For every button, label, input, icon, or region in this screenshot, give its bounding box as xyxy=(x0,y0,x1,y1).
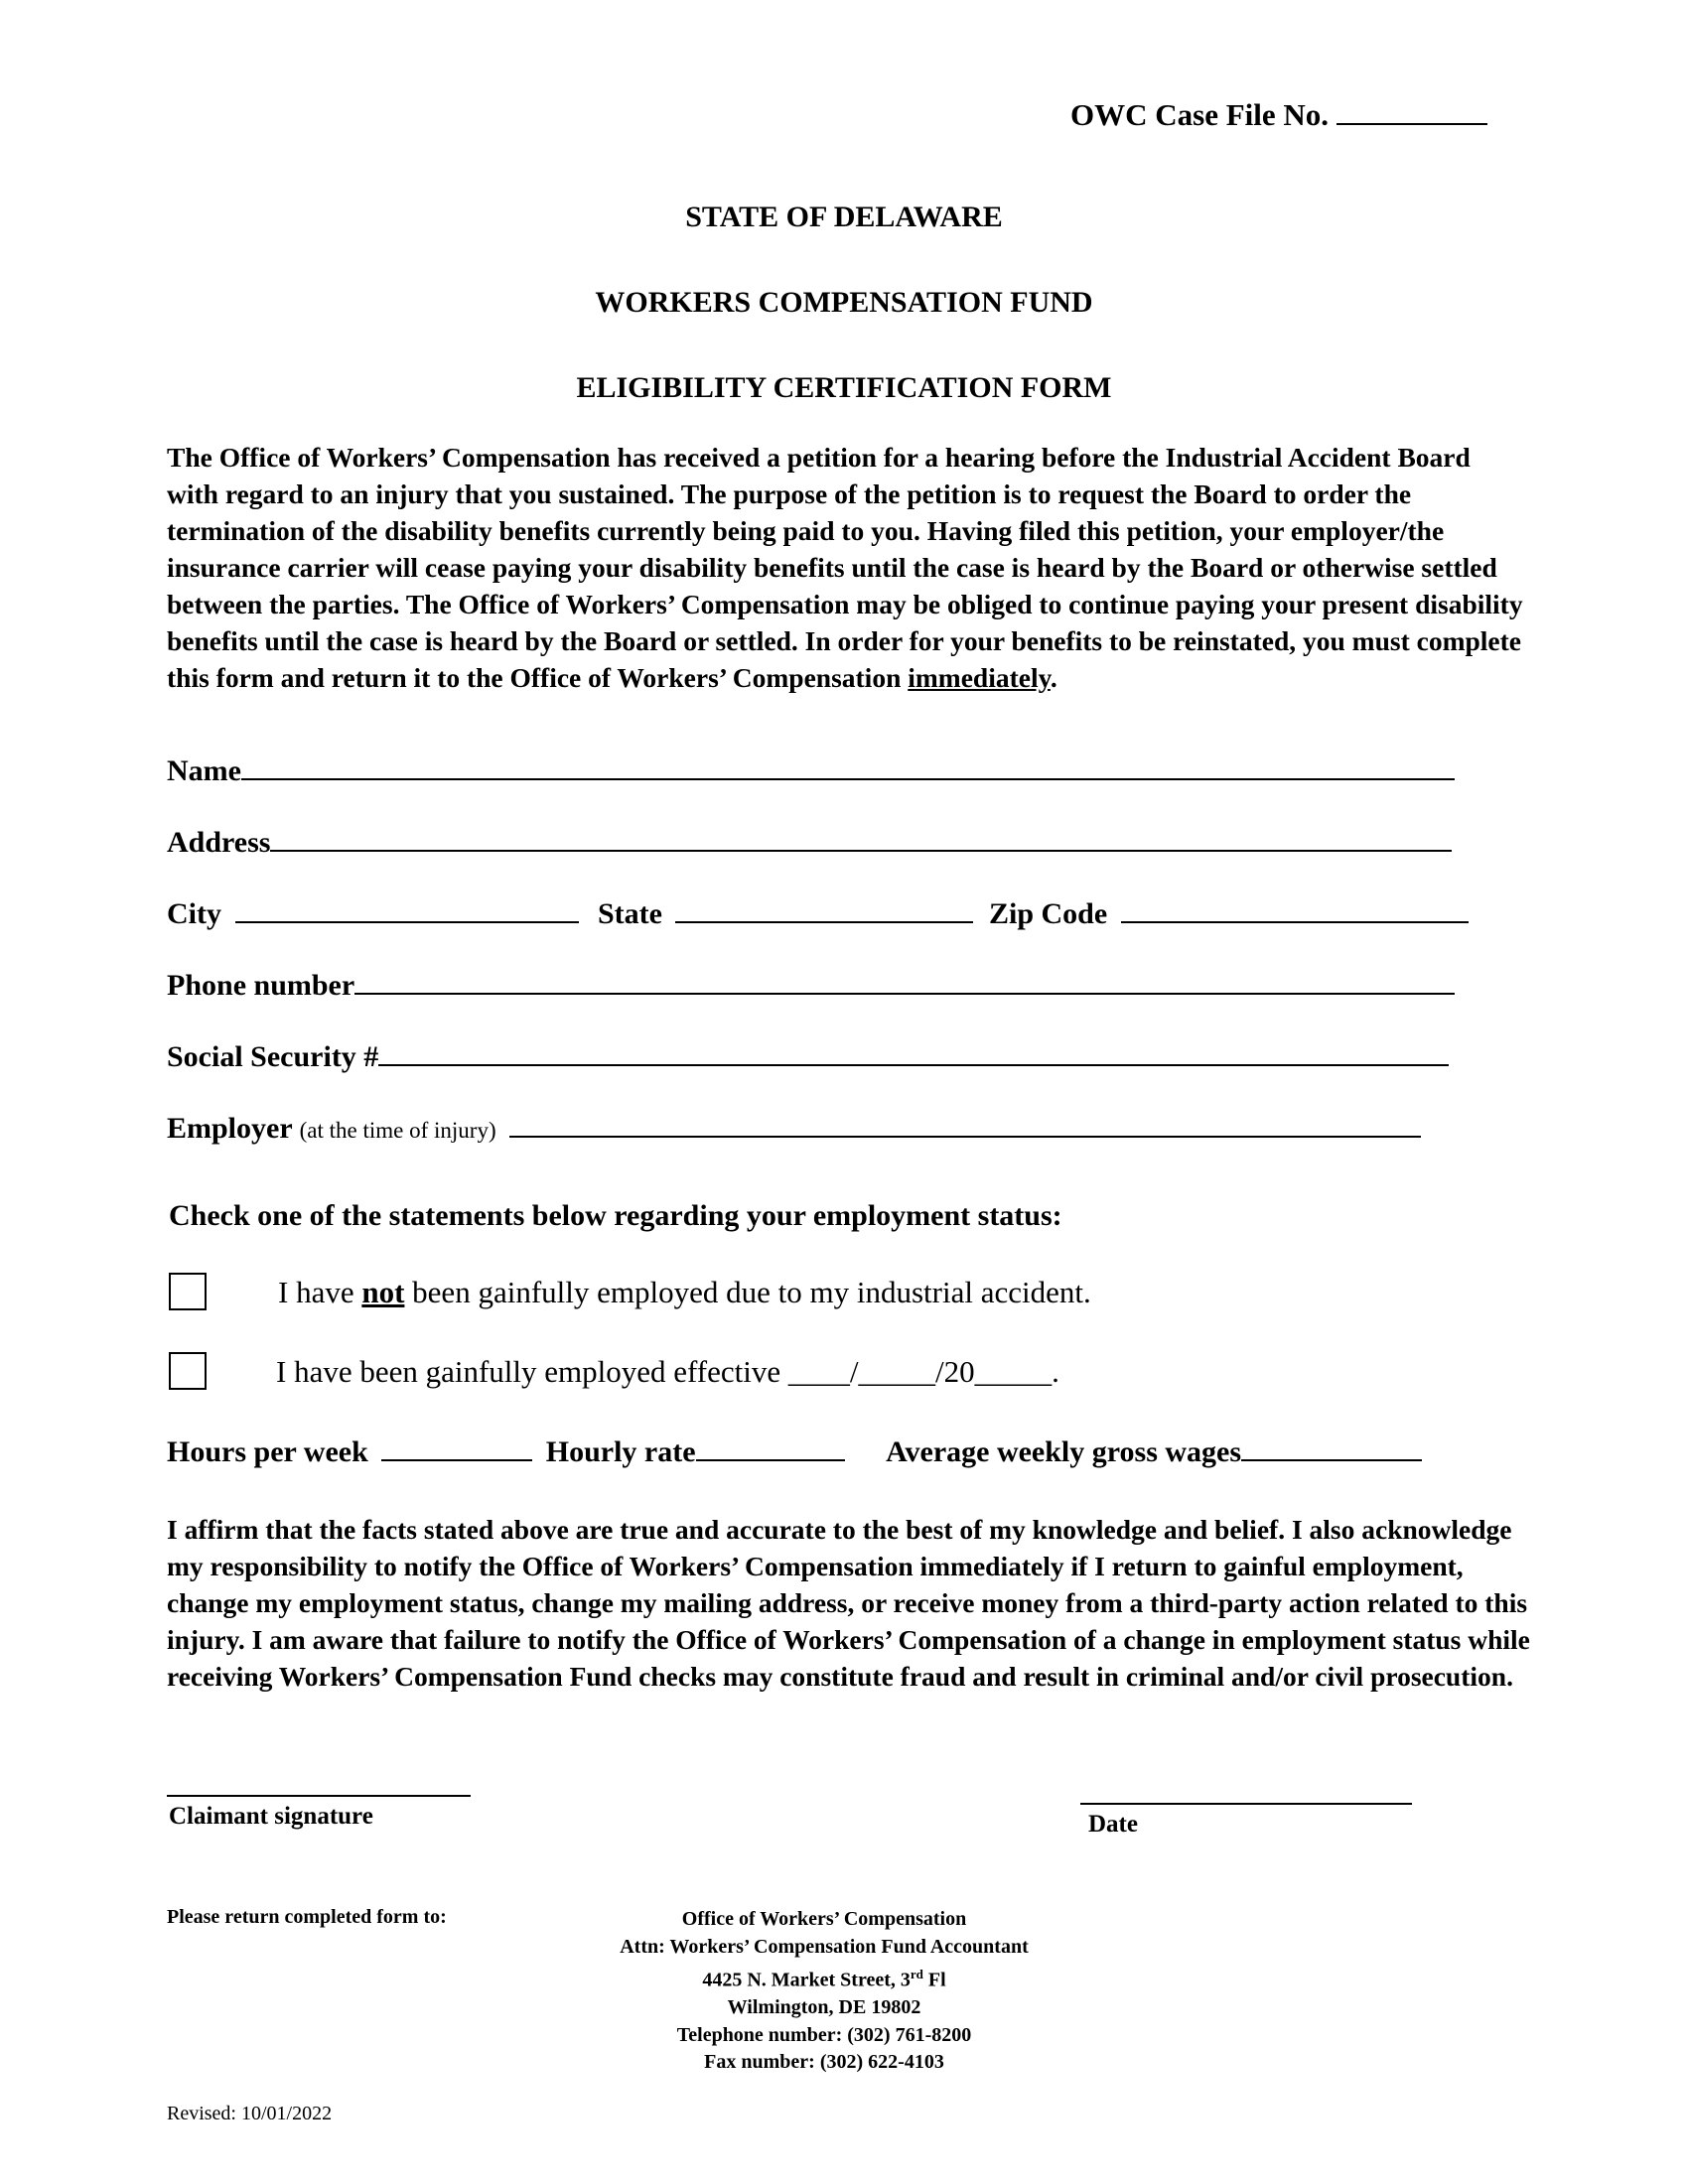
hours-input[interactable] xyxy=(381,1437,532,1461)
state-input[interactable] xyxy=(675,899,973,923)
name-field-row xyxy=(167,754,1455,788)
ssn-input[interactable] xyxy=(378,1042,1449,1066)
name-label: Name xyxy=(167,754,241,787)
return-label: Please return completed form to: xyxy=(167,1906,447,1928)
hours-label: Hours per week xyxy=(167,1435,368,1468)
rate-label: Hourly rate xyxy=(545,1435,696,1468)
not-employed-checkbox[interactable] xyxy=(169,1273,207,1310)
employer-note: (at the time of injury) xyxy=(299,1118,496,1143)
office-name: Office of Workers’ Compensation xyxy=(681,1908,967,1930)
phone-field-row xyxy=(167,969,1455,1003)
employer-input[interactable] xyxy=(509,1114,1421,1138)
city-line: Wilmington, DE 19802 xyxy=(727,1996,921,2019)
ssn-field-row xyxy=(167,1040,1449,1074)
address-input[interactable] xyxy=(270,828,1452,852)
zip-label: Zip Code xyxy=(988,897,1108,930)
claimant-signature-line[interactable] xyxy=(167,1795,471,1797)
not-employed-statement: I have not been gainfully employed due to my industrial accident. xyxy=(278,1275,1091,1309)
attn-line: Attn: Workers’ Compensation Fund Accountant xyxy=(620,1935,1029,1958)
claimant-signature-label: Claimant signature xyxy=(169,1803,373,1830)
ssn-label: Social Security # xyxy=(167,1040,379,1073)
case-file-label: OWC Case File No. xyxy=(1070,97,1330,132)
city-state-zip-row xyxy=(167,897,1469,931)
name-input[interactable] xyxy=(241,756,1455,780)
date-signature-line[interactable] xyxy=(1080,1803,1412,1805)
case-file-input[interactable] xyxy=(1336,99,1487,125)
address-label: Address xyxy=(167,826,271,859)
rate-input[interactable] xyxy=(696,1437,845,1461)
intro-emphasis: immediately xyxy=(908,662,1051,693)
employed-checkbox[interactable] xyxy=(169,1352,207,1390)
fund-title: WORKERS COMPENSATION FUND xyxy=(595,286,1093,319)
status-heading: Check one of the statements below regarding your employment status: xyxy=(169,1199,1062,1232)
state-label: State xyxy=(598,897,662,930)
return-address xyxy=(556,1906,1092,2077)
affirmation-paragraph: I affirm that the facts stated above are true and accurate to the best of my knowledge and belief. I also acknowledge my responsibility to notify the Office of Workers’ Compensation immediately if I return to gainful employment, change my employment status, change my mailing address, or receive money from a third-party action related to this injury. I am aware that failure to notify the Office of Workers’ Compensation of a change in employment status while receiving Workers’ Compensation Fund checks may constitute fraud and result in criminal and/or civil prosecution. xyxy=(167,1514,1530,1692)
case-file-number xyxy=(1070,97,1487,133)
avg-wages-label: Average weekly gross wages xyxy=(886,1435,1242,1468)
employed-statement: I have been gainfully employed effective ____/_____/20_____. xyxy=(276,1354,1059,1389)
telephone-line: Telephone number: (302) 761-8200 xyxy=(676,2023,972,2046)
state-title: STATE OF DELAWARE xyxy=(685,201,1003,233)
date-label: Date xyxy=(1088,1811,1138,1838)
street-line: 4425 N. Market Street, 3rd Fl xyxy=(702,1967,946,1991)
employer-field-row xyxy=(167,1112,1421,1146)
intro-text: The Office of Workers’ Compensation has received a petition for a hearing before the Industrial Accident Board with regard to an injury that you sustained. The purpose of the petition is to request the Board to order the termination of the disability benefits currently being paid to you. Having filed this petition, your employer/the insurance carrier will cease paying your disability benefits until the case is heard by the Board or otherwise settled between the parties. The Office of Workers’ Compensation may be obliged to continue paying your present disability benefits until the case is heard by the Board or settled. In order for your benefits to be reinstated, you must complete this form and return it to the Office of Workers’ Compensation xyxy=(167,442,1523,693)
not-emphasis: not xyxy=(361,1275,405,1309)
zip-input[interactable] xyxy=(1121,899,1469,923)
address-field-row xyxy=(167,826,1452,860)
form-title: ELIGIBILITY CERTIFICATION FORM xyxy=(576,371,1112,404)
employer-label: Employer xyxy=(167,1112,293,1145)
fax-line: Fax number: (302) 622-4103 xyxy=(704,2051,944,2074)
city-label: City xyxy=(167,897,221,930)
city-input[interactable] xyxy=(235,899,579,923)
wages-row xyxy=(167,1435,1422,1469)
intro-paragraph: The Office of Workers’ Compensation has received a petition for a hearing before the Industrial Accident Board with regard to an injury that you sustained. The purpose of the petition is to request the Board to order the termination of the disability benefits currently being paid to you. Having filed this petition, your employer/the insurance carrier will cease paying your disability benefits until the case is heard by the Board or otherwise settled between the parties. The Office of Workers’ Compensation may be obliged to continue paying your present disability benefits until the case is heard by the Board or settled. In order for your benefits to be reinstated, you must complete this form and return it to the Office of Workers’ Compensation immediately. xyxy=(167,442,1523,693)
phone-label: Phone number xyxy=(167,969,355,1002)
phone-input[interactable] xyxy=(354,971,1455,995)
revised-date: Revised: 10/01/2022 xyxy=(167,2103,333,2124)
avg-wages-input[interactable] xyxy=(1241,1437,1422,1461)
